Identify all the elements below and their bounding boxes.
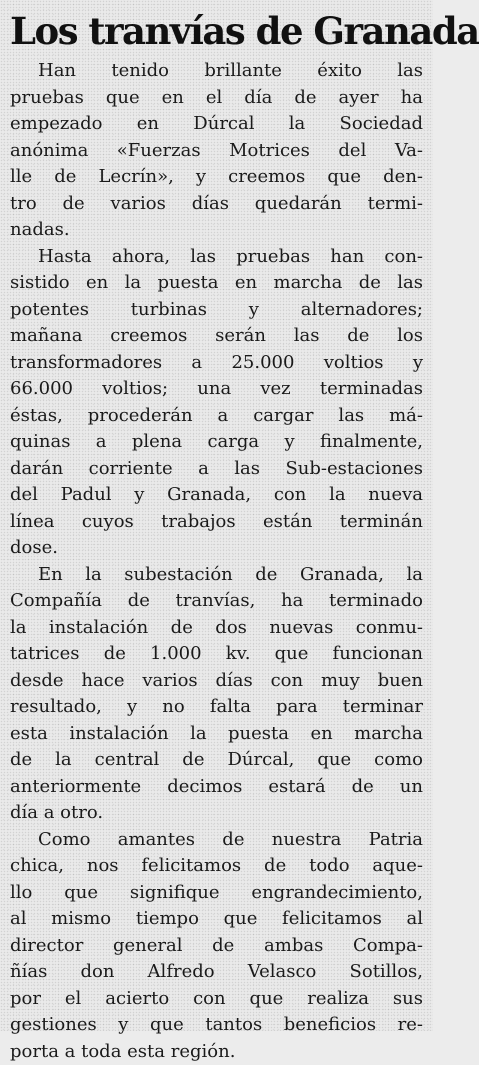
- text-line: pruebas que en el día de ayer ha: [10, 85, 423, 112]
- text-line: del Padul y Granada, con la nueva: [10, 482, 423, 509]
- text-line: porta a toda esta región.: [10, 1039, 423, 1065]
- text-line: Hasta ahora, las pruebas han con-: [10, 244, 423, 271]
- text-line: al mismo tiempo que felicitamos al: [10, 906, 423, 933]
- article-paragraph: [10, 827, 423, 1065]
- text-line: sistido en la puesta en marcha de las: [10, 270, 423, 297]
- text-line: anteriormente decimos estará de un: [10, 774, 423, 801]
- text-line: Han tenido brillante éxito las: [10, 58, 423, 85]
- text-line: gestiones y que tantos beneficios re-: [10, 1012, 423, 1039]
- text-line: dose.: [10, 535, 423, 562]
- text-line: resultado, y no falta para terminar: [10, 694, 423, 721]
- text-line: mañana creemos serán las de los: [10, 323, 423, 350]
- text-line: anónima «Fuerzas Motrices del Va-: [10, 138, 423, 165]
- text-line: ñías don Alfredo Velasco Sotillos,: [10, 959, 423, 986]
- article-headline: Los tranvías de Granada: [10, 6, 423, 56]
- text-line: de la central de Dúrcal, que como: [10, 747, 423, 774]
- text-line: chica, nos felicitamos de todo aque-: [10, 853, 423, 880]
- text-line: línea cuyos trabajos están terminán: [10, 509, 423, 536]
- text-line: éstas, procederán a cargar las má-: [10, 403, 423, 430]
- text-line: la instalación de dos nuevas conmu-: [10, 615, 423, 642]
- text-line: empezado en Dúrcal la Sociedad: [10, 111, 423, 138]
- text-line: director general de ambas Compa-: [10, 933, 423, 960]
- text-line: llo que signifique engrandecimiento,: [10, 880, 423, 907]
- text-line: día a otro.: [10, 800, 423, 827]
- text-line: tro de varios días quedarán termi-: [10, 191, 423, 218]
- article-paragraph: [10, 58, 423, 244]
- text-line: lle de Lecrín», y creemos que den-: [10, 164, 423, 191]
- text-line: Como amantes de nuestra Patria: [10, 827, 423, 854]
- text-line: transformadores a 25.000 voltios y: [10, 350, 423, 377]
- text-line: 66.000 voltios; una vez terminadas: [10, 376, 423, 403]
- article-body: [10, 58, 423, 1065]
- text-line: Compañía de tranvías, ha terminado: [10, 588, 423, 615]
- text-line: desde hace varios días con muy buen: [10, 668, 423, 695]
- text-line: darán corriente a las Sub-estaciones: [10, 456, 423, 483]
- text-line: quinas a plena carga y finalmente,: [10, 429, 423, 456]
- article-paragraph: [10, 562, 423, 827]
- text-line: En la subestación de Granada, la: [10, 562, 423, 589]
- article-paragraph: [10, 244, 423, 562]
- text-line: esta instalación la puesta en marcha: [10, 721, 423, 748]
- text-line: nadas.: [10, 217, 423, 244]
- text-line: tatrices de 1.000 kv. que funcionan: [10, 641, 423, 668]
- text-line: potentes turbinas y alternadores;: [10, 297, 423, 324]
- text-line: por el acierto con que realiza sus: [10, 986, 423, 1013]
